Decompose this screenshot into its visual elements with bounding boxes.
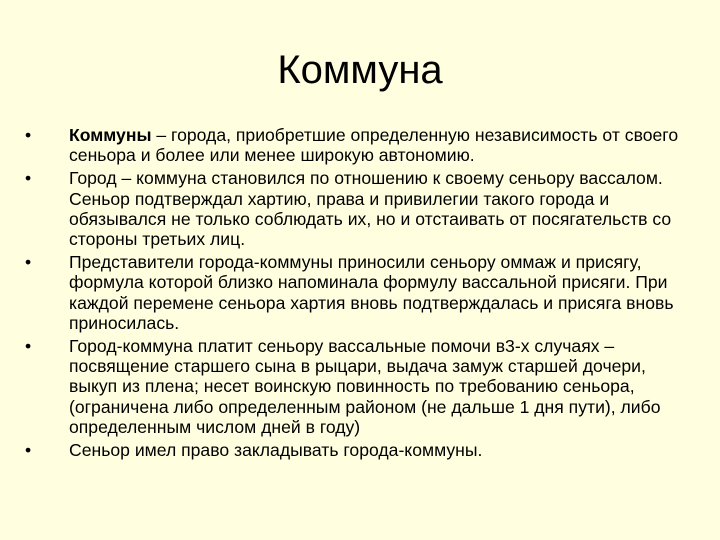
bullet-icon: •	[25, 252, 32, 273]
bullet-term: Коммуны	[69, 125, 152, 145]
bullet-text: Сеньор имел право закладывать города-коммуны.	[69, 440, 483, 461]
bullet-item	[25, 440, 697, 460]
bullet-text: Представители города-коммуны приносили сеньору оммаж и присягу, формула которой близко напоминала формулу вассальной присяги. При каждой перемене сеньора хартия вновь подтверждалась и присяга вновь приносилась.	[69, 252, 674, 333]
bullet-item	[25, 168, 697, 249]
bullet-icon: •	[25, 440, 32, 461]
slide-title-text: Коммуна	[277, 48, 443, 92]
bullet-item	[25, 125, 697, 165]
bullet-icon: •	[25, 336, 32, 357]
bullet-text: Город-коммуна платит сеньору вассальные помочи в3-х случаях – посвящение старшего сына в рыцари, выдача замуж старшей дочери, выкуп из плена; несет воинскую повинность по требованию сеньора, (ограничена либо определенным районом (не дальше 1 дня пути), либо определенным числом дней в году)	[69, 336, 661, 437]
bullet-text: – города, приобретшие определенную независимость от своего сеньора и более или менее широкую автономию.	[69, 125, 679, 166]
bullet-item	[25, 336, 697, 437]
slide-title	[0, 44, 720, 96]
bullet-icon: •	[25, 125, 32, 145]
bullet-text: Город – коммуна становился по отношению к своему сеньору вассалом. Сеньор подтверждал хартию, права и привилегии такого города и обязывался не только соблюдать их, но и отстаивать от посягательств со стороны третьих лиц.	[69, 168, 672, 250]
bullet-icon: •	[25, 168, 32, 189]
bullet-item	[25, 252, 697, 333]
bullet-list	[25, 125, 697, 460]
